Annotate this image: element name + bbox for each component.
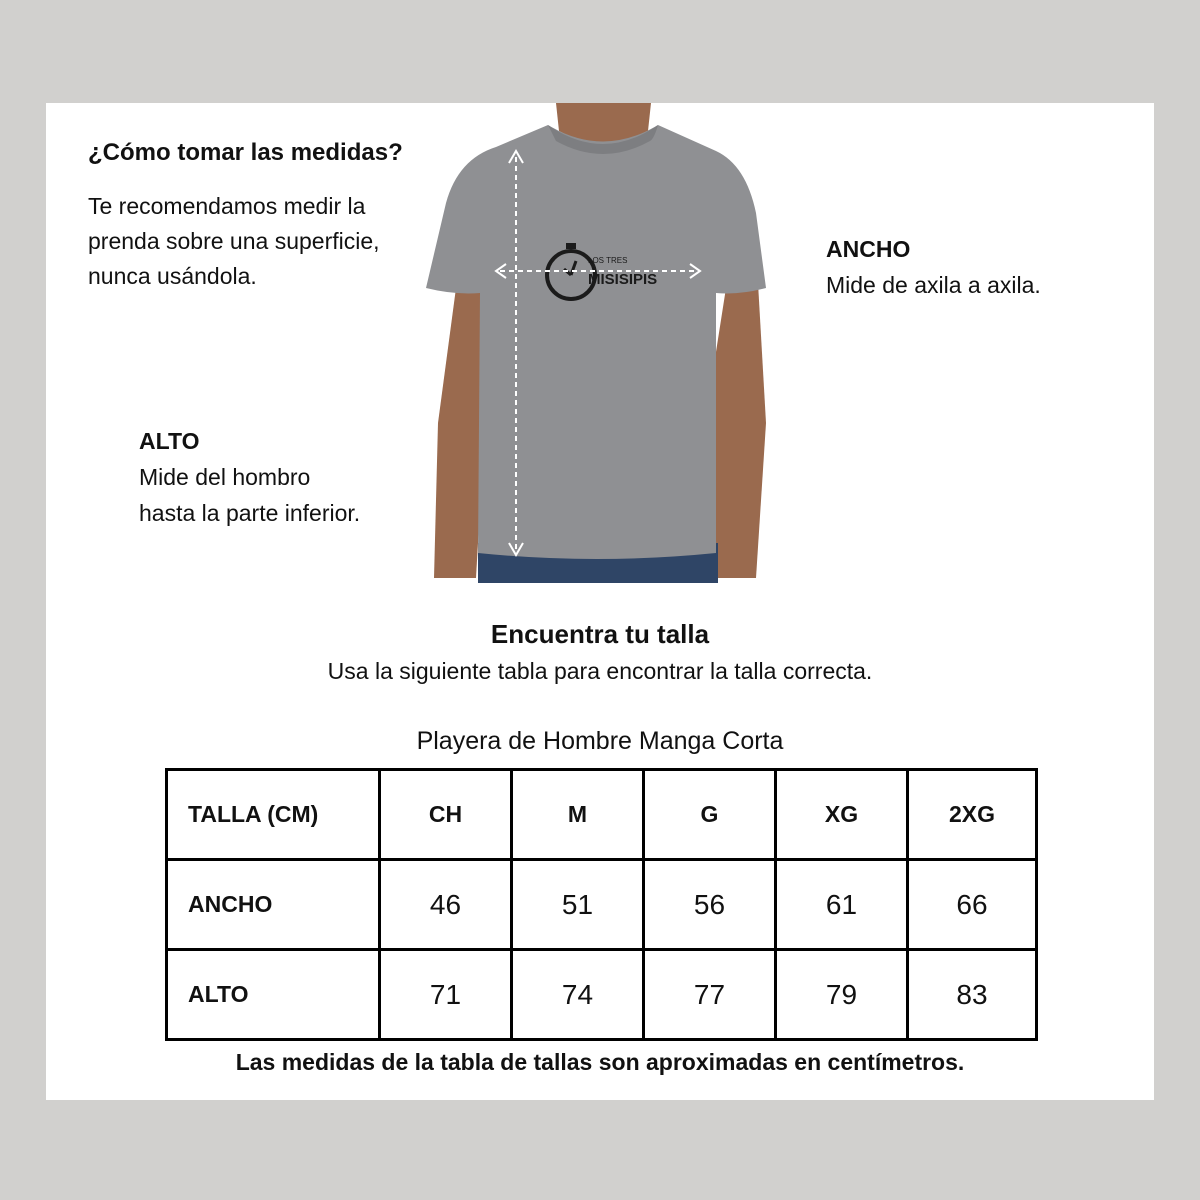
howto-line: prenda sobre una superficie,: [88, 228, 380, 254]
table-cell: 79: [776, 950, 908, 1040]
table-header-cell: 2XG: [908, 770, 1037, 860]
table-row: [167, 860, 1037, 950]
table-cell: 77: [644, 950, 776, 1040]
howto-title: ¿Cómo tomar las medidas?: [88, 139, 403, 166]
table-cell: 61: [776, 860, 908, 950]
alto-desc-line: hasta la parte inferior.: [139, 500, 361, 526]
howto-line: nunca usándola.: [88, 263, 257, 289]
table-cell: 83: [908, 950, 1037, 1040]
row-label: ANCHO: [167, 860, 380, 950]
howto-text: [88, 189, 428, 294]
alto-instruction: [139, 423, 399, 531]
tshirt-image: [416, 103, 766, 583]
howto-line: Te recomendamos medir la: [88, 193, 366, 219]
table-caption: Playera de Hombre Manga Corta: [416, 727, 784, 755]
table-footnote: Las medidas de la tabla de tallas son aproximadas en centímetros.: [235, 1049, 965, 1075]
table-cell: 51: [512, 860, 644, 950]
row-label: ALTO: [167, 950, 380, 1040]
table-header-cell: XG: [776, 770, 908, 860]
tshirt-illustration: [416, 103, 766, 583]
ancho-instruction: [826, 231, 1086, 303]
logo-main-text: MISISIPIS: [588, 271, 658, 288]
ancho-desc: Mide de axila a axila.: [826, 272, 1041, 298]
alto-desc-line: Mide del hombro: [139, 464, 311, 490]
table-header-cell: M: [512, 770, 644, 860]
table-cell: 71: [380, 950, 512, 1040]
size-table: [165, 768, 1038, 1041]
table-cell: 46: [380, 860, 512, 950]
ancho-label: ANCHO: [826, 236, 911, 262]
table-cell: 66: [908, 860, 1037, 950]
table-cell: 56: [644, 860, 776, 950]
table-row: [167, 950, 1037, 1040]
table-header-cell: TALLA (CM): [167, 770, 380, 860]
table-cell: 74: [512, 950, 644, 1040]
table-header-row: [167, 770, 1037, 860]
alto-label: ALTO: [139, 428, 200, 454]
find-size-title: Encuentra tu talla: [490, 619, 710, 649]
table-header-cell: G: [644, 770, 776, 860]
logo-top-text: LOS TRES: [588, 256, 628, 265]
model-right-arm: [708, 283, 766, 578]
find-size-subtitle: Usa la siguiente tabla para encontrar la talla correcta.: [327, 658, 873, 684]
table-header-cell: CH: [380, 770, 512, 860]
size-guide-card: [46, 103, 1154, 1100]
